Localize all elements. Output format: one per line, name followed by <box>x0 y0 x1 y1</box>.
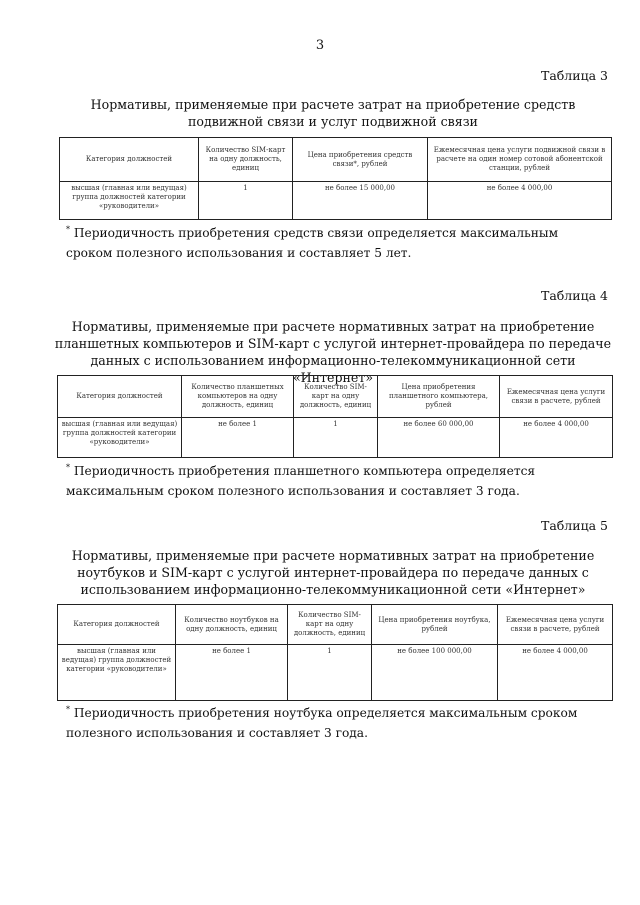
table-5-note <box>66 700 606 743</box>
table-5-header-laptop-count: Количество ноутбуков на одну должность, единиц <box>176 605 288 645</box>
table-4-cell-sim-count: 1 <box>294 418 378 458</box>
table-row <box>60 182 612 220</box>
table-3 <box>59 137 612 220</box>
table-5-header-category: Категория должностей <box>58 605 176 645</box>
table-4-header-price: Цена приобретения планшетного компьютера, рублей <box>378 376 500 418</box>
table-3-header-price: Цена приобретения средств связи*, рублей <box>293 138 428 182</box>
table-4-cell-monthly: не более 4 000,00 <box>500 418 613 458</box>
table-5-header-price: Цена приобретения ноутбука, рублей <box>372 605 498 645</box>
table-5-title: Нормативы, применяемые при расчете нормативных затрат на приобретение ноутбуков и SIM-карт с услугой интернет-провайдера по передаче данных с использованием информационно-телекоммуникационной сети «Интернет» <box>71 548 595 597</box>
footnote-mark: * <box>66 463 70 472</box>
table-5-cell-monthly: не более 4 000,00 <box>498 645 613 701</box>
table-row <box>58 645 613 701</box>
table-3-cell-price: не более 15 000,00 <box>293 182 428 220</box>
table-3-note <box>66 220 606 263</box>
table-row <box>58 418 613 458</box>
table-5-cell-sim-count: 1 <box>288 645 372 701</box>
table-5-cell-laptop-count: не более 1 <box>176 645 288 701</box>
table-4-cell-tablet-count: не более 1 <box>182 418 294 458</box>
table-4 <box>57 375 613 458</box>
table-4-cell-price: не более 60 000,00 <box>378 418 500 458</box>
table-4-header-sim-count: Количество SIM-карт на одну должность, единиц <box>294 376 378 418</box>
footnote-mark: * <box>66 225 70 234</box>
table-3-label: Таблица 3 <box>540 68 608 83</box>
table-5-cell-category: высшая (главная или ведущая) группа должностей категории «руководители» <box>58 645 176 701</box>
table-5-label: Таблица 5 <box>540 518 608 533</box>
table-3-cell-sim-count: 1 <box>199 182 293 220</box>
table-3-header-monthly: Ежемесячная цена услуги подвижной связи в расчете на один номер сотовой абонентской станции, рублей <box>428 138 612 182</box>
page-number: 3 <box>315 38 325 53</box>
table-3-title: Нормативы, применяемые при расчете затрат на приобретение средств подвижной связи и услуг подвижной связи <box>90 97 576 129</box>
table-3-header-sim-count: Количество SIM-карт на одну должность, единиц <box>199 138 293 182</box>
table-5-cell-price: не более 100 000,00 <box>372 645 498 701</box>
table-3-note-text: Периодичность приобретения средств связи определяется максимальным сроком полезного использования и составляет 5 лет. <box>66 226 559 261</box>
table-5-header-sim-count: Количество SIM-карт на одну должность, единиц <box>288 605 372 645</box>
table-3-cell-monthly: не более 4 000,00 <box>428 182 612 220</box>
table-4-title: Нормативы, применяемые при расчете нормативных затрат на приобретение планшетных компьютеров и SIM-карт с услугой интернет-провайдера по передаче данных с использованием информационно-телекоммуникационной сети «Интернет» <box>54 319 612 385</box>
table-5-note-text: Периодичность приобретения ноутбука определяется максимальным сроком полезного использования и составляет 3 года. <box>66 706 578 741</box>
footnote-mark: * <box>66 705 70 714</box>
table-4-header-monthly: Ежемесячная цена услуги связи в расчете, рублей <box>500 376 613 418</box>
table-3-cell-category: высшая (главная или ведущая) группа должностей категории «руководители» <box>60 182 199 220</box>
table-5-header-monthly: Ежемесячная цена услуги связи в расчете, рублей <box>498 605 613 645</box>
table-4-note-text: Периодичность приобретения планшетного компьютера определяется максимальным сроком полезного использования и составляет 3 года. <box>66 464 536 499</box>
table-4-cell-category: высшая (главная или ведущая) группа должностей категории «руководители» <box>58 418 182 458</box>
table-4-header-category: Категория должностей <box>58 376 182 418</box>
table-4-label: Таблица 4 <box>540 288 608 303</box>
table-5 <box>57 604 613 701</box>
table-4-note <box>66 458 606 501</box>
table-4-header-tablet-count: Количество планшетных компьютеров на одну должность, единиц <box>182 376 294 418</box>
table-3-header-category: Категория должностей <box>60 138 199 182</box>
